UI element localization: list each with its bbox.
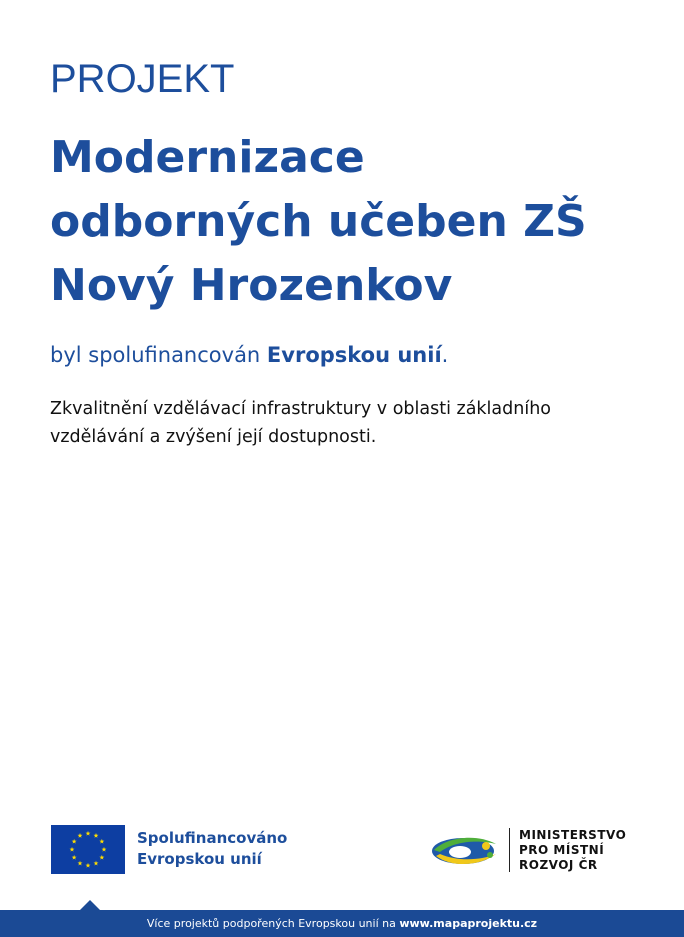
eu-flag-icon bbox=[51, 825, 125, 874]
eu-star-icon bbox=[94, 833, 99, 838]
funding-suffix: . bbox=[441, 343, 449, 367]
funding-prefix: byl spolufinancován bbox=[50, 343, 267, 367]
description-line: Zkvalitnění vzdělávací infrastruktury v oblasti základního bbox=[50, 399, 552, 419]
footer-link[interactable]: www.mapaprojektu.cz bbox=[399, 917, 538, 930]
eu-star-icon bbox=[99, 839, 104, 844]
footer-text bbox=[0, 916, 684, 931]
project-title-line: Nový Hrozenkov bbox=[50, 260, 453, 311]
footer-notch bbox=[80, 900, 100, 910]
mmr-logo-icon bbox=[430, 832, 500, 872]
eu-star-icon bbox=[72, 839, 77, 844]
eu-cofunded-label bbox=[137, 828, 287, 870]
eu-star-icon bbox=[72, 855, 77, 860]
eu-label-line: Spolufinancováno bbox=[137, 829, 288, 847]
ministry-line: PRO MÍSTNÍ bbox=[519, 843, 605, 857]
eu-star-icon bbox=[94, 861, 99, 866]
project-title-line: odborných učeben ZŠ bbox=[50, 196, 587, 247]
eu-star-icon bbox=[99, 855, 104, 860]
project-kicker: PROJEKT bbox=[50, 57, 235, 101]
eu-label-line: Evropskou unií bbox=[137, 850, 262, 868]
description-line: vzdělávání a zvýšení její dostupnosti. bbox=[50, 427, 377, 447]
eu-star-icon bbox=[102, 847, 107, 852]
ministry-line: ROZVOJ ČR bbox=[519, 858, 598, 872]
project-title-line: Modernizace bbox=[50, 132, 365, 183]
ministry-name bbox=[519, 828, 626, 873]
funding-emphasis: Evropskou unií bbox=[266, 343, 442, 367]
eu-star-icon bbox=[86, 831, 91, 836]
eu-star-icon bbox=[70, 847, 75, 852]
eu-star-icon bbox=[86, 863, 91, 868]
eu-star-icon bbox=[78, 861, 83, 866]
footer-prefix: Více projektů podpořených Evropskou unií na bbox=[146, 917, 400, 930]
ministry-divider bbox=[509, 828, 510, 872]
eu-star-icon bbox=[78, 833, 83, 838]
project-description bbox=[50, 395, 650, 451]
project-title bbox=[50, 126, 650, 318]
funding-statement bbox=[50, 340, 448, 370]
ministry-line: MINISTERSTVO bbox=[519, 828, 627, 842]
